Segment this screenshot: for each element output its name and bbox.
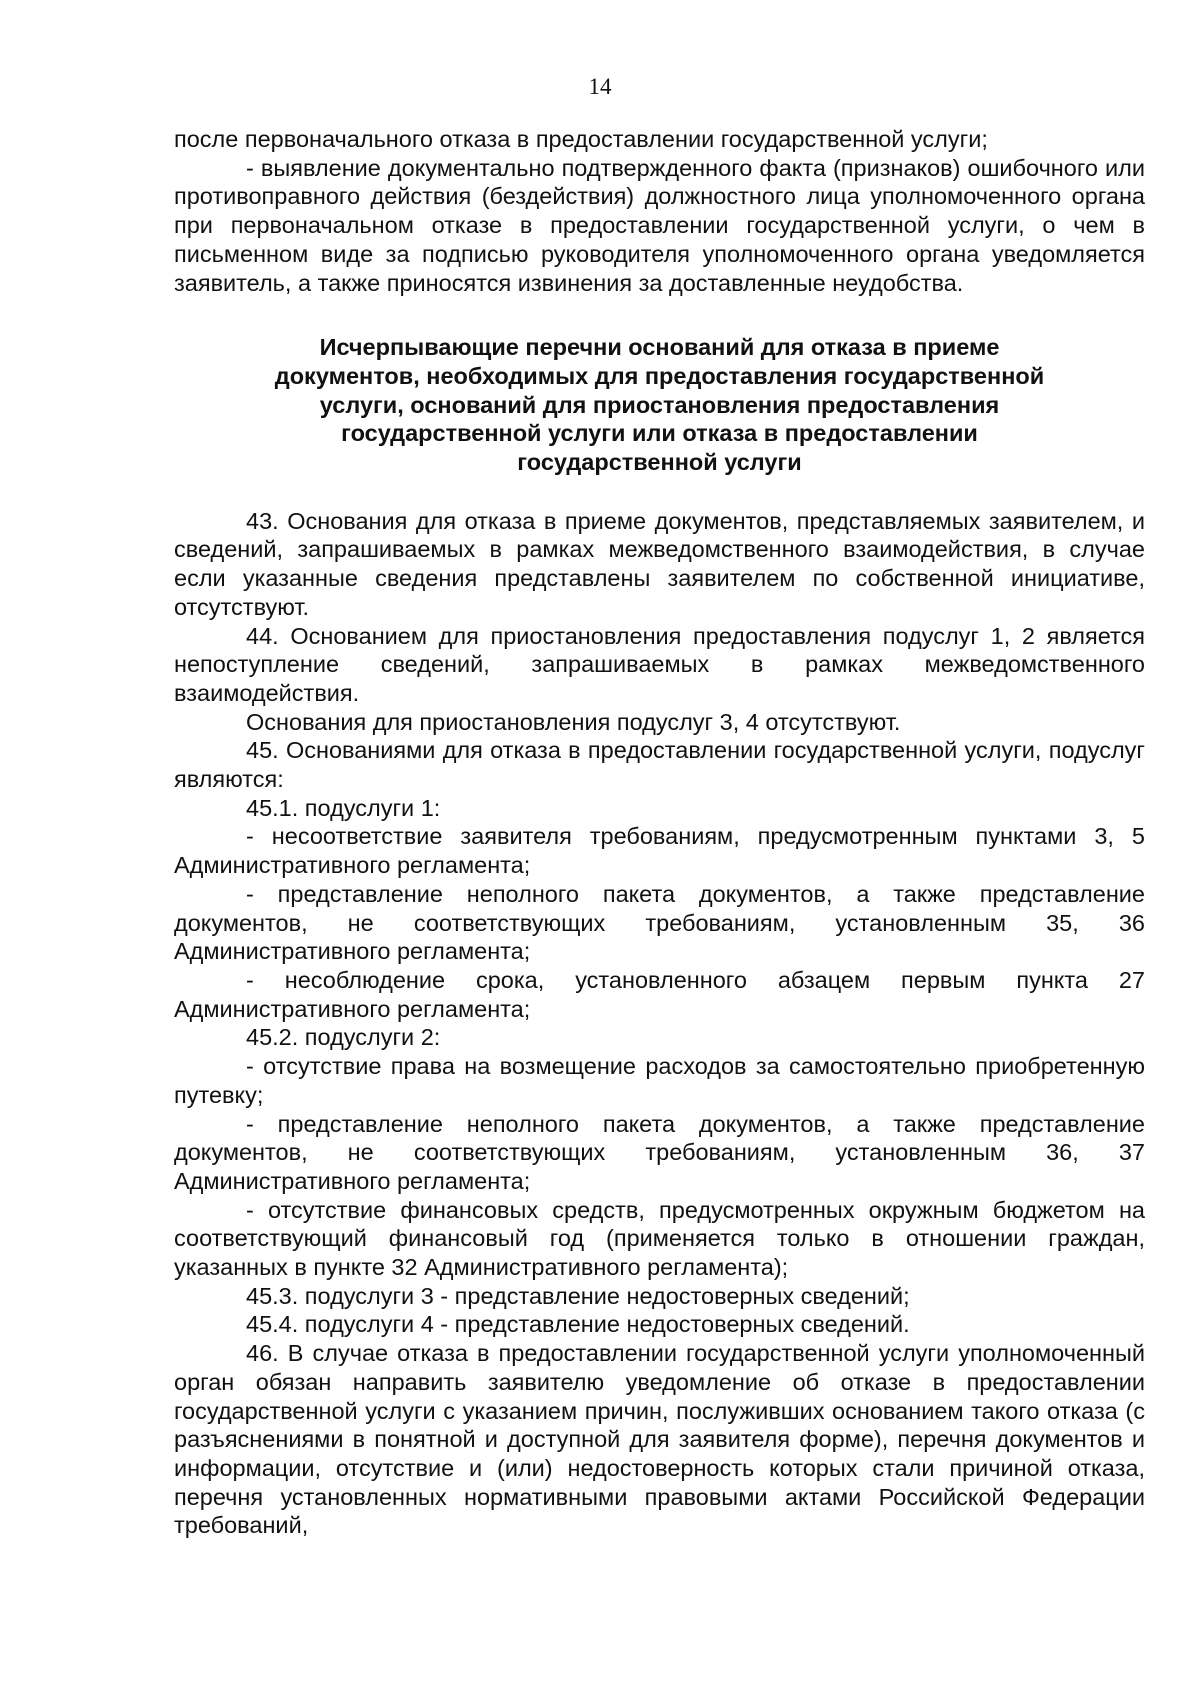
paragraph-list-item: - выявление документально подтвержденного факта (признаков) ошибочного или противоправного действия (бездействия) должностного лица уполномоченного органа при первоначальном отказе в предоставлении государственной услуги, о чем в письменном виде за подписью руководителя уполномоченного органа уведомляется заявитель, а также приносятся извинения за доставленные неудобства. <box>174 154 1145 296</box>
paragraph-44-note: Основания для приостановления подуслуг 3, 4 отсутствуют. <box>246 708 901 735</box>
heading-line: государственной услуги или отказа в предоставлении <box>341 420 978 447</box>
section-heading <box>174 297 1145 507</box>
heading-line: государственной услуги <box>517 449 802 476</box>
paragraph-45-2: 45.2. подуслуги 2: <box>246 1024 441 1051</box>
paragraph-44: 44. Основанием для приостановления предоставления подуслуг 1, 2 является непоступление сведений, запрашиваемых в рамках межведомственного взаимодействия. <box>174 622 1145 706</box>
page-number: 14 <box>588 74 612 99</box>
list-item: - представление неполного пакета документов, а также представление документов, не соответствующих требованиям, установленным 35, 36 Административного регламента; <box>174 880 1145 965</box>
heading-line: услуги, оснований для приостановления предоставления <box>319 391 1000 418</box>
paragraph-46: 46. В случае отказа в предоставлении государственной услуги уполномоченный орган обязан направить заявителю уведомление об отказе в предоставлении государственной услуги с указанием причин, послуживших основанием такого отказа (с разъяснениями в понятной и доступной для заявителя форме), перечня документов и информации, отсутствие и (или) недостоверность которых стали причиной отказа, перечня установленных нормативными правовыми актами Российской Федерации требований, <box>174 1340 1145 1539</box>
paragraph-continuation: после первоначального отказа в предоставлении государственной услуги; <box>174 126 988 152</box>
paragraph-45-4: 45.4. подуслуги 4 - представление недостоверных сведений. <box>246 1311 910 1338</box>
document-body <box>174 125 1145 1540</box>
heading-line: Исчерпывающие перечни оснований для отказа в приеме <box>319 334 1000 361</box>
paragraph-45: 45. Основаниями для отказа в предоставлении государственной услуги, подуслуг являются: <box>174 737 1145 793</box>
list-item: - несоблюдение срока, установленного абзацем первым пункта 27 Административного регламента; <box>174 966 1145 1022</box>
list-item: - представление неполного пакета документов, а также представление документов, не соответствующих требованиям, установленным 36, 37 Административного регламента; <box>174 1110 1145 1194</box>
list-item: - несоответствие заявителя требованиям, предусмотренным пунктами 3, 5 Административного регламента; <box>174 823 1145 879</box>
paragraph-43: 43. Основания для отказа в приеме документов, представляемых заявителем, и сведений, запрашиваемых в рамках межведомственного взаимодействия, в случае если указанные сведения представлены заявителем по собственной инициативе, отсутствуют. <box>174 507 1145 620</box>
list-item: - отсутствие права на возмещение расходов за самостоятельно приобретенную путевку; <box>174 1053 1145 1108</box>
paragraph-45-3: 45.3. подуслуги 3 - представление недостоверных сведений; <box>246 1282 910 1309</box>
list-item: - отсутствие финансовых средств, предусмотренных окружным бюджетом на соответствующий финансовый год (применяется только в отношении граждан, указанных в пункте 32 Административного регламента); <box>174 1196 1145 1281</box>
paragraph-45-1: 45.1. подуслуги 1: <box>246 794 441 821</box>
heading-line: документов, необходимых для предоставления государственной <box>274 362 1045 389</box>
